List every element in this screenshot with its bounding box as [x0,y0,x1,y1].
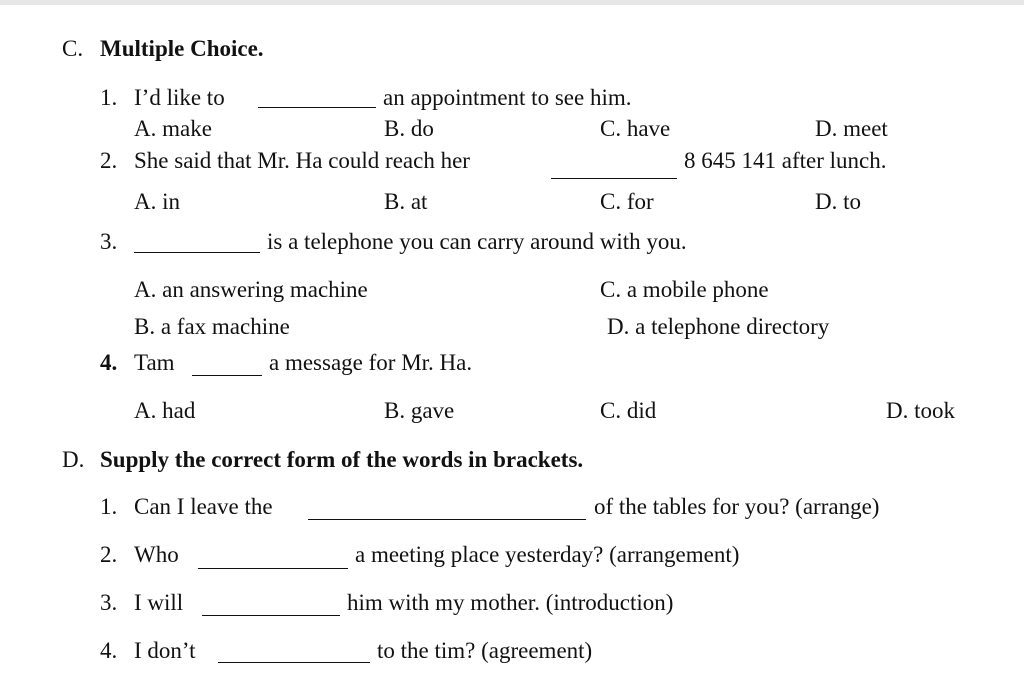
answer-blank[interactable] [198,568,348,569]
option-c[interactable]: C. a mobile phone [600,277,769,302]
question-text-after: of the tables for you? (arrange) [594,494,880,519]
option-b[interactable]: B. gave [384,398,455,423]
question-number: 1. [100,494,118,519]
section-c-title: Multiple Choice. [100,36,264,61]
option-d[interactable]: D. a telephone directory [607,314,830,339]
question-text-after: him with my mother. (introduction) [347,590,674,615]
question-text-before: Who [134,542,179,567]
section-d-title: Supply the correct form of the words in brackets. [100,447,584,472]
question-text-after: 8 645 141 after lunch. [684,148,887,173]
option-b[interactable]: B. a fax machine [134,314,290,339]
option-a[interactable]: A. had [134,398,196,423]
question-text-after: an appointment to see him. [383,85,632,110]
question-number: 3. [100,590,118,615]
option-c[interactable]: C. did [600,398,657,423]
section-d-letter: D. [62,447,85,472]
question-text-before: I’d like to [134,85,225,110]
question-number: 4. [100,638,118,663]
question-number: 2. [100,542,118,567]
option-d[interactable]: D. meet [815,116,888,141]
answer-blank[interactable] [202,615,340,616]
option-a[interactable]: A. an answering machine [134,277,368,302]
answer-blank[interactable] [258,107,376,108]
question-text-before: Can I leave the [134,494,273,519]
question-number: 4. [100,350,118,375]
question-number: 2. [100,148,118,173]
question-text-after: a message for Mr. Ha. [269,350,473,375]
question-text-after: is a telephone you can carry around with you. [267,229,687,254]
answer-blank[interactable] [551,178,677,179]
option-c[interactable]: C. for [600,189,654,214]
question-text-after: a meeting place yesterday? (arrangement) [355,542,740,567]
option-d[interactable]: D. to [815,189,861,214]
option-d[interactable]: D. took [886,398,955,423]
question-text-before: Tam [134,350,175,375]
section-c-letter: C. [62,36,84,61]
question-number: 1. [100,85,118,110]
option-a[interactable]: A. in [134,189,180,214]
question-number: 3. [100,229,118,254]
answer-blank[interactable] [192,375,262,376]
question-text-before: I will [134,590,184,615]
option-a[interactable]: A. make [134,116,212,141]
answer-blank[interactable] [308,519,586,520]
option-c[interactable]: C. have [600,116,671,141]
answer-blank[interactable] [134,252,260,253]
option-b[interactable]: B. do [384,116,434,141]
question-text-before: She said that Mr. Ha could reach her [134,148,470,173]
question-text-before: I don’t [134,638,196,663]
top-border [0,0,1024,5]
option-b[interactable]: B. at [384,189,428,214]
question-text-after: to the tim? (agreement) [377,638,593,663]
answer-blank[interactable] [218,662,370,663]
